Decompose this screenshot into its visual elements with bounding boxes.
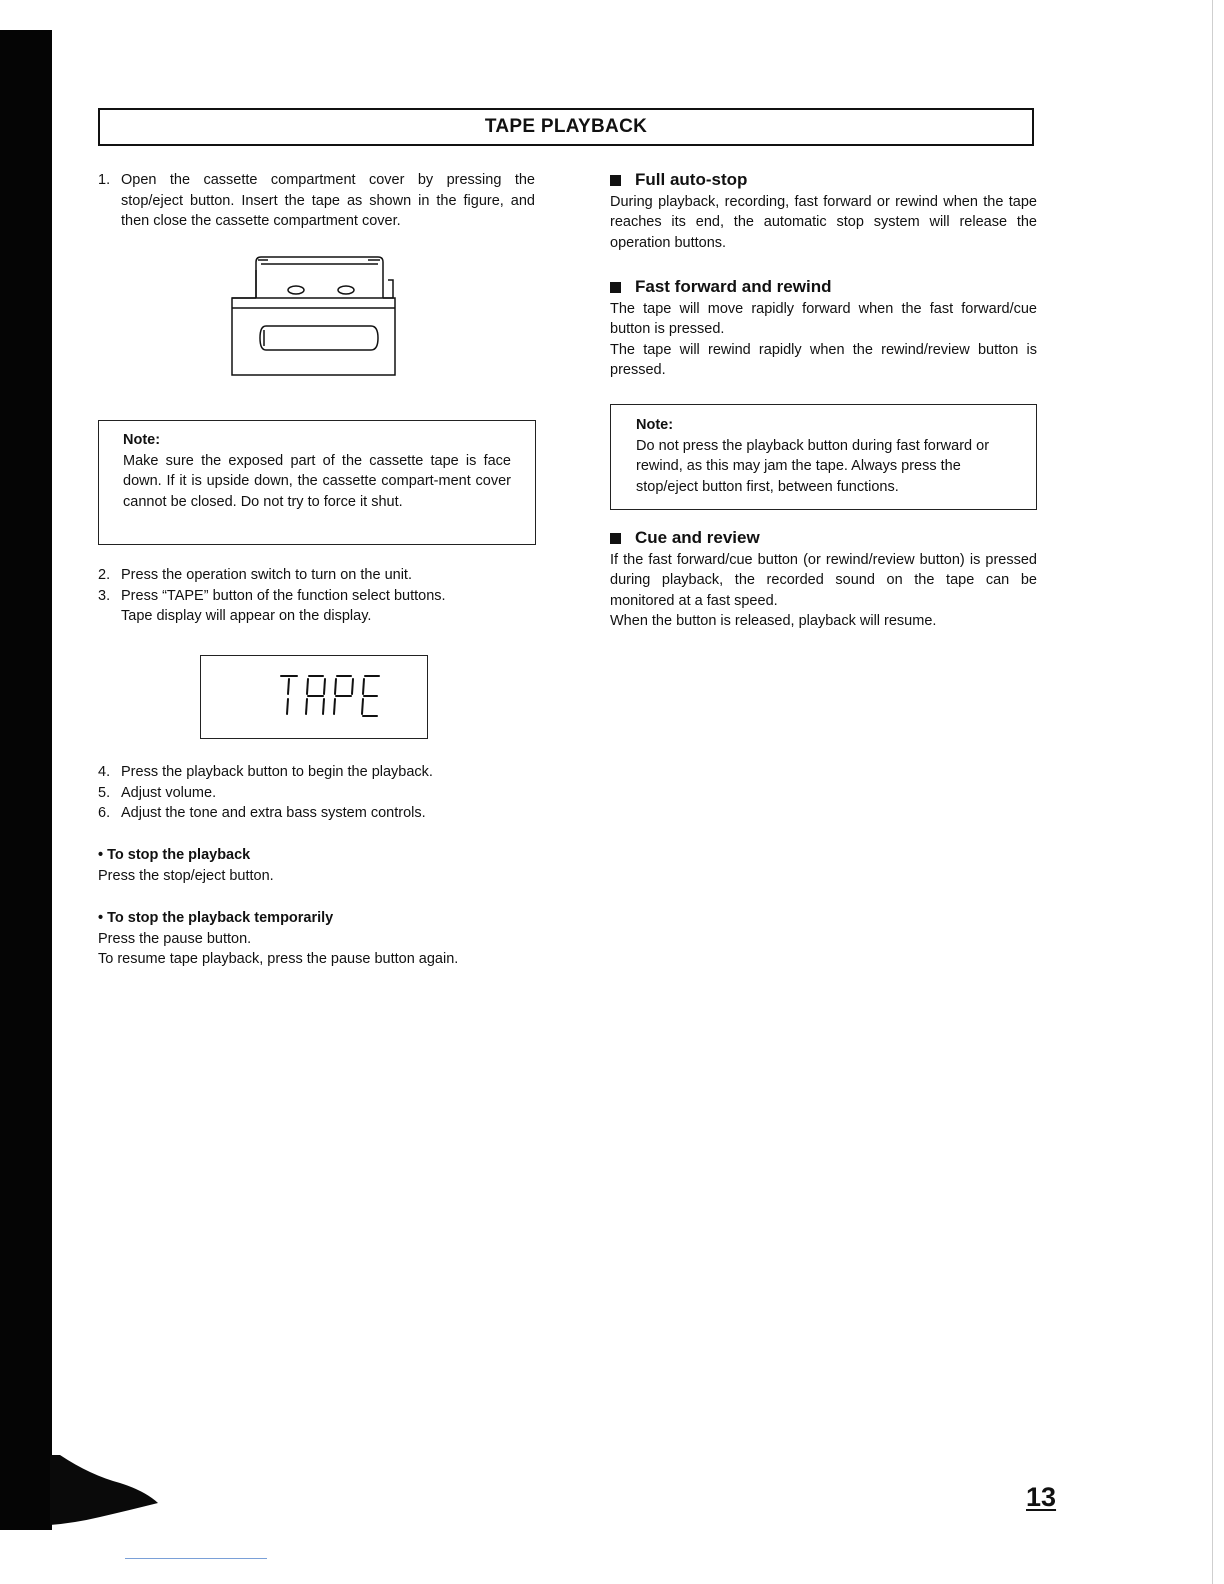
scan-bottom-mark xyxy=(125,1558,267,1559)
step-item xyxy=(98,565,535,586)
auto-stop-text: During playback, recording, fast forward or rewind when the tape reaches its end, the automatic stop system will release the operation buttons. xyxy=(610,193,1037,251)
pause-resume-text: To resume tape playback, press the pause button again. xyxy=(98,951,459,967)
step-list-mid xyxy=(98,565,535,627)
stop-heading: • To stop the playback xyxy=(98,847,251,863)
ffrew-heading: Fast forward and rewind xyxy=(610,277,1037,298)
step-item xyxy=(98,586,535,607)
note-box-left xyxy=(98,420,536,545)
ffrew-text-2: The tape will rewind rapidly when the rewind/review button is pressed. xyxy=(610,341,1037,378)
note-text: Make sure the exposed part of the cassette tape is face down. If it is upside down, the cassette compart-ment cover cannot be closed. Do not try to force it shut. xyxy=(123,452,511,510)
step-text: Press “TAPE” button of the function select buttons. xyxy=(121,587,446,604)
square-bullet-icon xyxy=(610,175,621,186)
stop-text: Press the stop/eject button. xyxy=(98,867,274,884)
step-item xyxy=(98,762,535,783)
square-bullet-icon xyxy=(610,533,621,544)
cue-review-section xyxy=(610,528,1037,632)
ffrew-text: The tape will move rapidly forward when the fast forward/cue button is pressed. xyxy=(610,300,1037,337)
step-list-bottom xyxy=(98,762,535,824)
step-text: Open the cassette compartment cover by pressing the stop/eject button. Insert the tape as shown in the figure, and then close the cassette compartment cover. xyxy=(121,172,535,229)
cassette-insert-figure xyxy=(228,250,400,380)
cue-text: If the fast forward/cue button (or rewind/review button) is pressed during playback, the recorded sound on the tape can be monitored at a fast speed. xyxy=(610,551,1037,609)
step-text: Press the operation switch to turn on the unit. xyxy=(121,567,412,583)
page-title: TAPE PLAYBACK xyxy=(98,108,1034,146)
note-box-right xyxy=(610,404,1037,510)
step-number: 3. xyxy=(98,587,111,604)
step-number: 2. xyxy=(98,567,111,583)
auto-stop-section xyxy=(610,170,1037,253)
note-text: Do not press the playback button during fast forward or rewind, as this may jam the tape. Always press the stop/eject button first, between functions. xyxy=(636,437,990,495)
note-label: Note: xyxy=(636,417,674,433)
scan-smudge xyxy=(50,1455,160,1525)
stop-playback-section xyxy=(98,845,535,886)
step-item xyxy=(98,783,535,804)
step-text-continued: Tape display will appear on the display. xyxy=(121,608,372,624)
pause-playback-section xyxy=(98,908,535,970)
page-number: 13 xyxy=(1026,1482,1057,1512)
step-number: 1. xyxy=(98,172,111,188)
step-text: Adjust volume. xyxy=(121,784,217,801)
step-item xyxy=(98,803,535,824)
step-number: 6. xyxy=(98,805,111,821)
step-item xyxy=(98,170,535,232)
fast-forward-rewind-section xyxy=(610,277,1037,381)
step-number: 4. xyxy=(98,764,111,780)
scan-dark-edge xyxy=(0,30,52,1530)
note-label: Note: xyxy=(123,432,161,448)
square-bullet-icon xyxy=(610,282,621,293)
pause-text: Press the pause button. xyxy=(98,930,252,947)
pause-heading: • To stop the playback temporarily xyxy=(98,910,334,926)
segment-display-readout xyxy=(279,666,399,726)
scan-right-edge xyxy=(1212,0,1213,1584)
tape-display-figure xyxy=(200,655,428,739)
step-item xyxy=(98,606,535,627)
cue-text-2: When the button is released, playback will resume. xyxy=(610,613,937,629)
step-list-top xyxy=(98,170,535,232)
cue-heading: Cue and review xyxy=(610,528,1037,549)
step-text: Adjust the tone and extra bass system controls. xyxy=(121,805,426,821)
auto-stop-heading: Full auto-stop xyxy=(610,170,1037,191)
step-number: 5. xyxy=(98,784,111,801)
step-text: Press the playback button to begin the playback. xyxy=(121,764,433,780)
